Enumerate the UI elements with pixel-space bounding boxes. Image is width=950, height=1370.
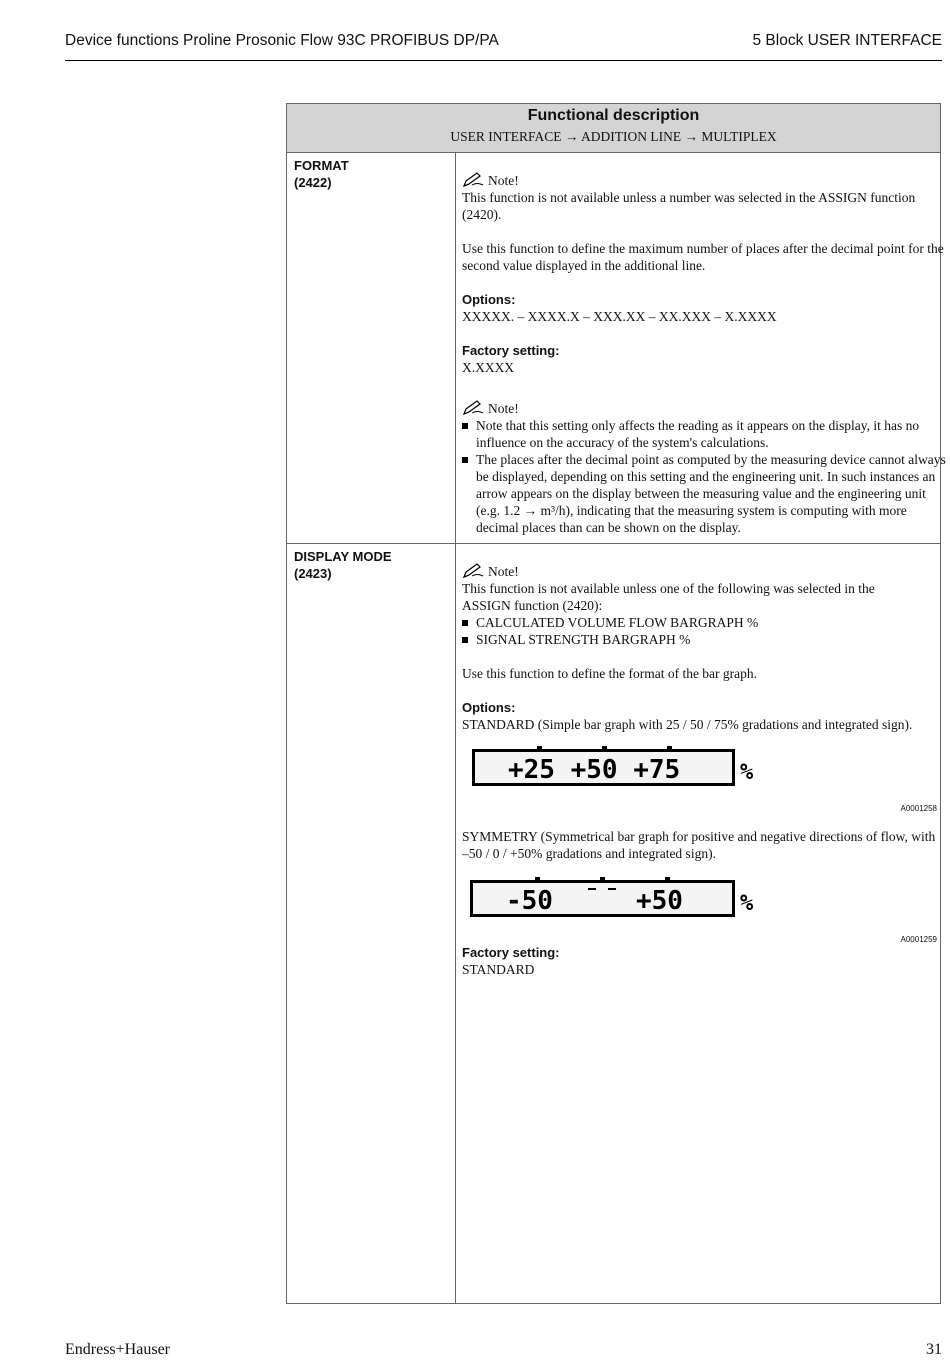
function-name: DISPLAY MODE — [294, 549, 392, 564]
page-footer — [65, 1341, 942, 1365]
description-text: Use this function to define the format of the bar graph. — [462, 666, 758, 681]
bullet-marker — [462, 637, 468, 643]
note-text: This function is not available unless a number was selected in the ASSIGN function — [462, 190, 916, 205]
bullet-text: be displayed, depending on this setting and the engineering unit. In such instances an — [476, 469, 936, 484]
options-value: XXXXX. – XXXX.X – XXX.XX – XX.XXX – X.XXXX — [462, 309, 777, 324]
page-header — [65, 32, 942, 61]
note-label: Note! — [488, 401, 519, 417]
bullet-text: (e.g. 1.2 → m³/h), indicating that the measuring system is computing with more — [476, 503, 907, 518]
factory-setting-value: X.XXXX — [462, 360, 515, 375]
description-text: second value displayed in the additional line. — [462, 258, 706, 273]
symmetry-left-value: -50 — [506, 886, 553, 916]
note-label: Note! — [488, 173, 519, 189]
note-text: (2420). — [462, 207, 502, 222]
header-title: Device functions Proline Prosonic Flow 93C PROFIBUS DP/PA — [65, 32, 499, 49]
page-number: 31 — [926, 1341, 942, 1358]
description-cell — [462, 544, 937, 1304]
table-row-format — [287, 153, 946, 544]
option-symmetry-text: SYMMETRY (Symmetrical bar graph for positive and negative directions of flow, with — [462, 829, 936, 844]
factory-setting-value: STANDARD — [462, 962, 535, 977]
note-text: ASSIGN function (2420): — [462, 598, 603, 613]
options-label: Options: — [462, 292, 516, 307]
figure-code: A0001258 — [900, 804, 937, 813]
function-name-cell — [287, 544, 456, 1304]
function-name-cell — [287, 153, 456, 543]
description-text: Use this function to define the maximum number of places after the decimal point for the — [462, 241, 944, 256]
bullet-text: decimal places than can be shown on the display. — [476, 520, 741, 535]
standard-bargraph-scale: +25 +50 +75 — [508, 755, 681, 785]
bullet-text: Note that this setting only affects the reading as it appears on the display, it has no — [476, 418, 920, 433]
bullet-text: The places after the decimal point as computed by the measuring device cannot always — [476, 452, 946, 467]
bullet-text: CALCULATED VOLUME FLOW BARGRAPH % — [476, 615, 759, 630]
standard-bargraph-display — [472, 745, 762, 792]
note-heading — [462, 563, 519, 580]
factory-setting-label: Factory setting: — [462, 343, 560, 358]
description-cell — [462, 153, 946, 543]
function-code: (2423) — [294, 566, 332, 581]
table-title: Functional description — [527, 107, 700, 124]
bullet-marker — [462, 620, 468, 626]
note-label: Note! — [488, 564, 519, 580]
note-heading — [462, 400, 519, 417]
header-section: 5 Block USER INTERFACE — [752, 32, 942, 49]
note-text: This function is not available unless one of the following was selected in the — [462, 581, 875, 596]
option-standard-text: STANDARD (Simple bar graph with 25 / 50 / 75% gradations and integrated sign). — [462, 717, 913, 732]
function-code: (2422) — [294, 175, 332, 190]
footer-brand: Endress+Hauser — [65, 1341, 170, 1358]
option-symmetry-text: –50 / 0 / +50% gradations and integrated sign). — [462, 846, 716, 861]
table-header — [287, 104, 940, 153]
note-heading — [462, 172, 519, 189]
percent-unit: % — [740, 891, 754, 916]
options-label: Options: — [462, 700, 516, 715]
percent-unit: % — [740, 760, 754, 785]
function-name: FORMAT — [294, 158, 349, 173]
factory-setting-label: Factory setting: — [462, 945, 560, 960]
table-path: USER INTERFACE → ADDITION LINE → MULTIPLEX — [450, 129, 777, 144]
table-row-display-mode — [287, 544, 940, 1304]
functional-description-table — [286, 103, 946, 1304]
bullet-text: arrow appears on the display between the measuring value and the engineering unit — [476, 486, 926, 501]
symmetry-right-value: +50 — [636, 886, 683, 916]
symmetry-bargraph-display — [470, 876, 762, 923]
bullet-text: SIGNAL STRENGTH BARGRAPH % — [476, 632, 691, 647]
bullet-marker — [462, 423, 468, 429]
figure-code: A0001259 — [900, 935, 937, 944]
bullet-text: influence on the accuracy of the system's calculations. — [476, 435, 769, 450]
bullet-marker — [462, 457, 468, 463]
